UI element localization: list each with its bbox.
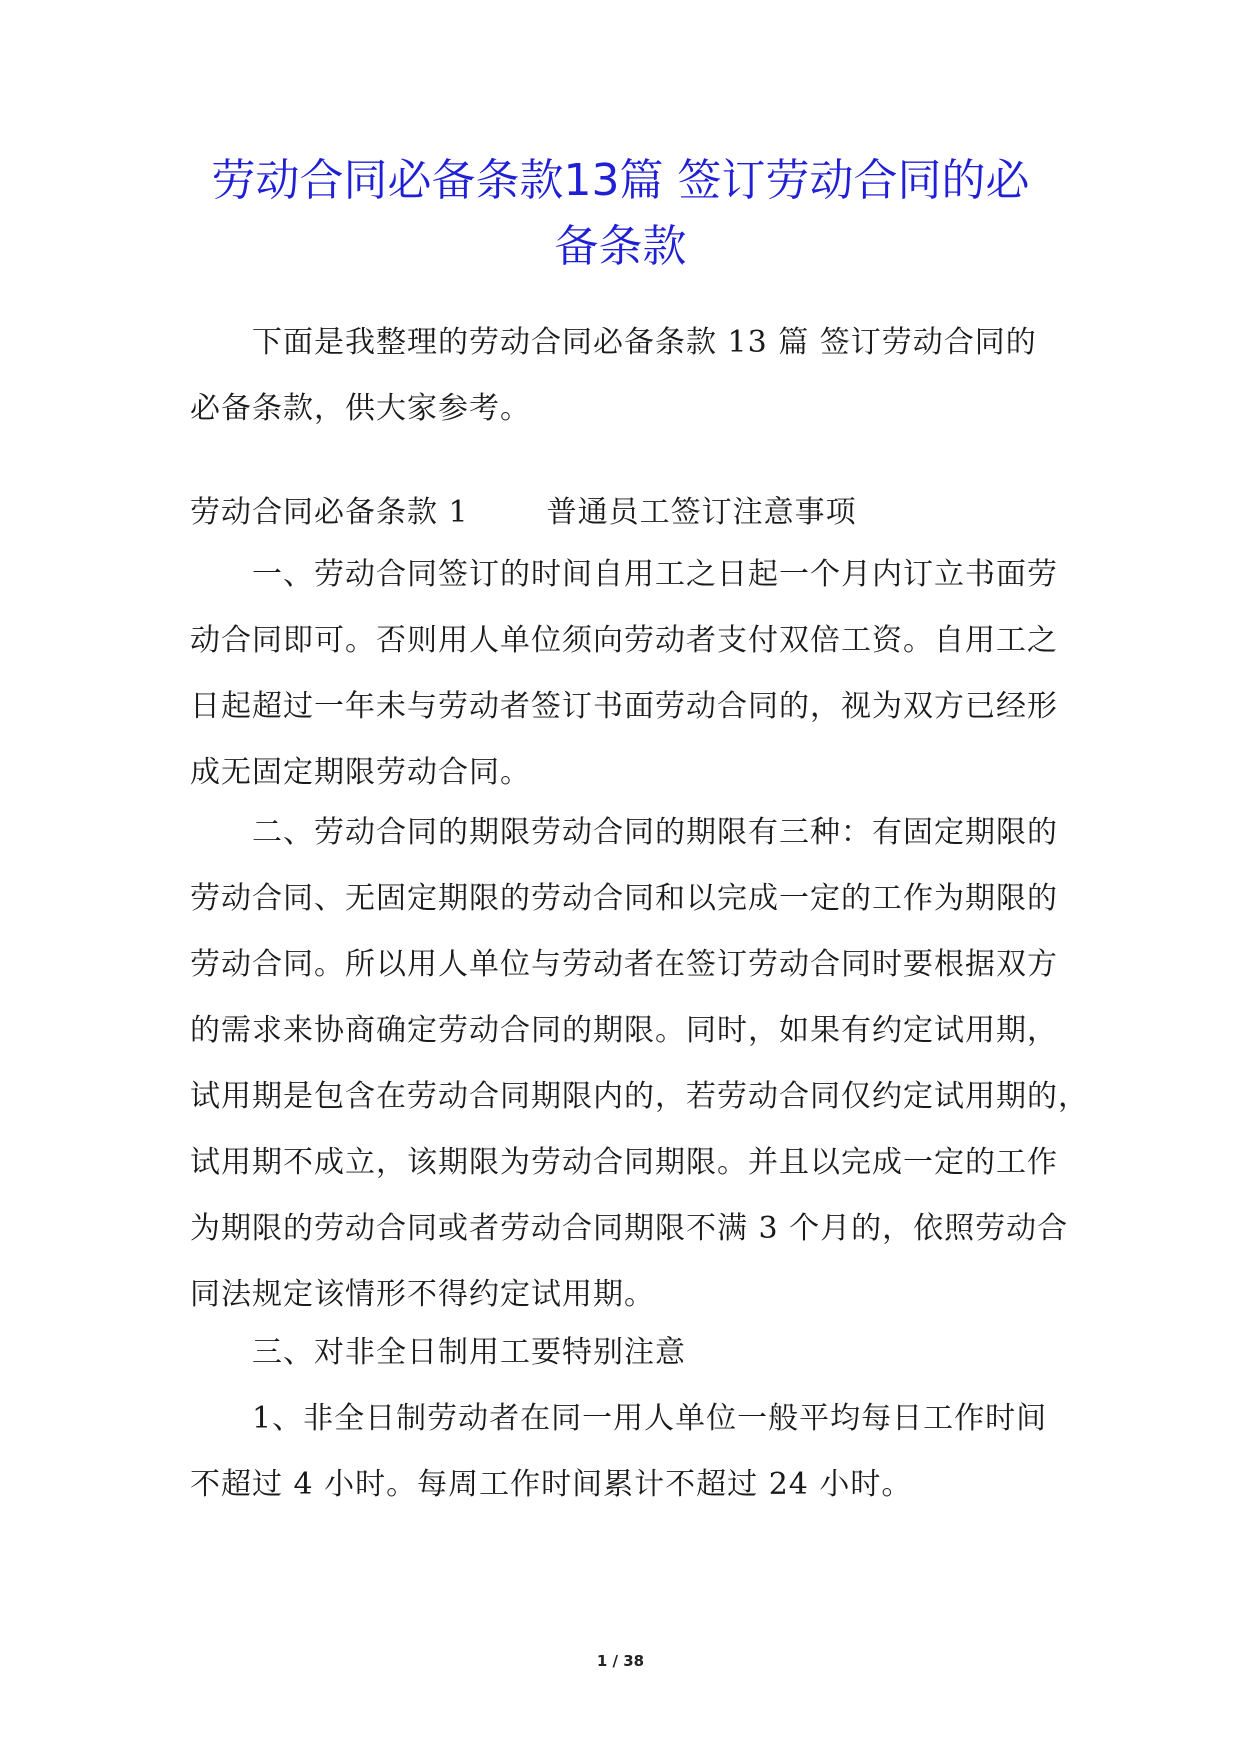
intro-line-2: 必备条款，供大家参考。 (190, 391, 531, 426)
document-title (150, 148, 1091, 280)
intro-paragraph (190, 310, 1060, 442)
intro-line-1: 下面是我整理的劳动合同必备条款 13 篇 签订劳动合同的 (252, 325, 1037, 360)
para4-line-1: 1、非全日制劳动者在同一用人单位一般平均每日工作时间 (252, 1401, 1048, 1436)
paragraph-2 (190, 800, 1089, 1328)
para2-line-3: 劳动合同。所以用人单位与劳动者在签订劳动合同时要根据双方 (190, 947, 1058, 982)
para2-line-5: 试用期是包含在劳动合同期限内的，若劳动合同仅约定试用期的， (190, 1079, 1089, 1114)
paragraph-1 (190, 542, 1060, 806)
para2-line-6: 试用期不成立，该期限为劳动合同期限。并且以完成一定的工作 (190, 1145, 1058, 1180)
para2-line-1: 二、劳动合同的期限劳动合同的期限有三种：有固定期限的 (252, 815, 1058, 850)
para1-line-3: 日起超过一年未与劳动者签订书面劳动合同的，视为双方已经形 (190, 689, 1058, 724)
para2-line-2: 劳动合同、无固定期限的劳动合同和以完成一定的工作为期限的 (190, 881, 1058, 916)
paragraph-3 (190, 1320, 1060, 1386)
para1-line-1: 一、劳动合同签订的时间自用工之日起一个月内订立书面劳 (252, 557, 1058, 592)
section1-heading-text: 劳动合同必备条款 1 (190, 495, 469, 530)
para2-line-4: 的需求来协商确定劳动合同的期限。同时，如果有约定试用期， (190, 1013, 1058, 1048)
title-line-1: 劳动合同必备条款13篇 签订劳动合同的必 (211, 155, 1030, 206)
para4-line-2: 不超过 4 小时。每周工作时间累计不超过 24 小时。 (190, 1467, 913, 1502)
page-number: 1 / 38 (596, 1652, 645, 1670)
para1-line-2: 动合同即可。否则用人单位须向劳动者支付双倍工资。自用工之 (190, 623, 1058, 658)
para2-line-8: 同法规定该情形不得约定试用期。 (190, 1277, 655, 1312)
title-line-2: 备条款 (554, 221, 687, 272)
section1-heading (190, 480, 1060, 546)
section1-subheading-text: 普通员工签订注意事项 (546, 495, 857, 530)
paragraph-4 (190, 1386, 1060, 1518)
para3-line-1: 三、对非全日制用工要特别注意 (252, 1335, 686, 1370)
para1-line-4: 成无固定期限劳动合同。 (190, 755, 531, 790)
para2-line-7: 为期限的劳动合同或者劳动合同期限不满 3 个月的，依照劳动合 (190, 1211, 1069, 1246)
